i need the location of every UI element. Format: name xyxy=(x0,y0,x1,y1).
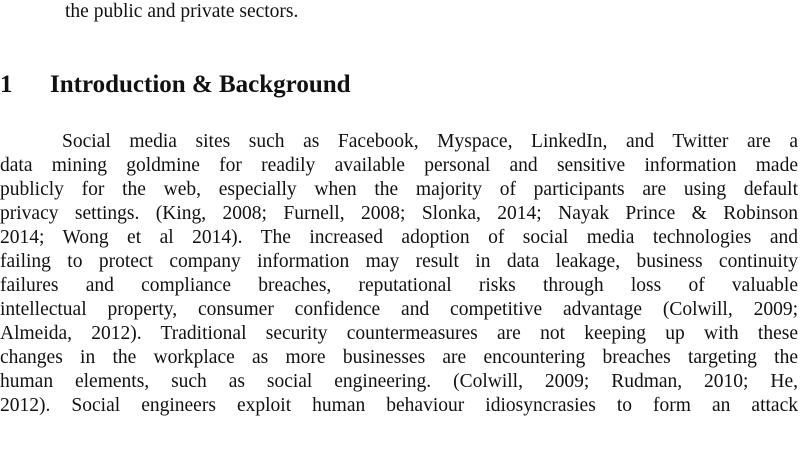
text-line: changes in the workplace as more businesses are encountering breaches targeting the xyxy=(0,347,798,368)
text-line: intellectual property, consumer confidence and competitive advantage (Colwill, 2009; xyxy=(0,299,798,320)
section-number: 1 xyxy=(0,71,13,98)
previous-paragraph-tail: the public and private sectors. xyxy=(65,1,299,22)
text-line: data mining goldmine for readily available personal and sensitive information made xyxy=(0,155,798,176)
text-line: 2012). Social engineers exploit human behaviour idiosyncrasies to form an attack xyxy=(0,395,798,416)
text-line: Almeida, 2012). Traditional security countermeasures are not keeping up with these xyxy=(0,323,798,344)
text-line: failures and compliance breaches, reputational risks through loss of valuable xyxy=(0,275,798,296)
text-line: human elements, such as social engineering. (Colwill, 2009; Rudman, 2010; He, xyxy=(0,371,798,392)
text-line: publicly for the web, especially when the majority of participants are using default xyxy=(0,179,798,200)
text-line: 2014; Wong et al 2014). The increased adoption of social media technologies and xyxy=(0,227,798,248)
text-line: Social media sites such as Facebook, Myspace, LinkedIn, and Twitter are a xyxy=(62,131,798,152)
text-line: privacy settings. (King, 2008; Furnell, 2008; Slonka, 2014; Nayak Prince & Robinson xyxy=(0,203,798,224)
section-title: Introduction & Background xyxy=(50,71,351,98)
text-line: failing to protect company information may result in data leakage, business continuity xyxy=(0,251,798,272)
